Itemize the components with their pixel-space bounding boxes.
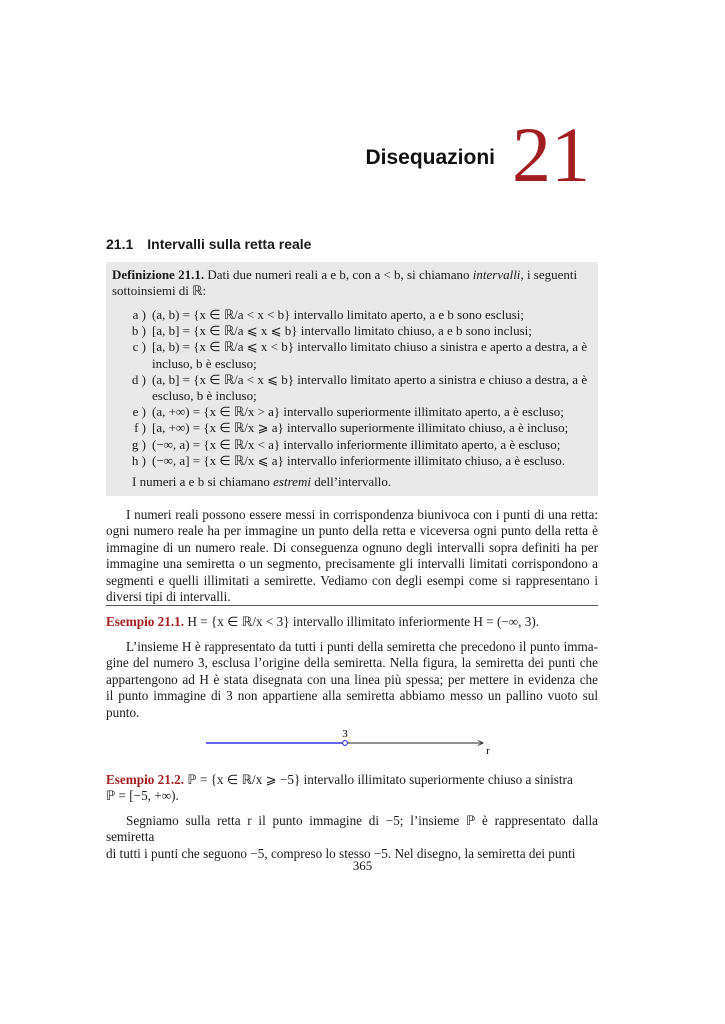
definition-item-label: b ): [131, 323, 146, 339]
chapter-number: 21: [512, 111, 590, 198]
section-title: Intervalli sulla retta reale: [147, 236, 312, 252]
text-line: punto.: [106, 704, 140, 720]
text-line: ogni numero reale ha per immagine un punto della retta e viceversa ogni punto della retta è: [106, 523, 598, 539]
page-number: 365: [352, 858, 373, 873]
line-label: r: [486, 745, 490, 757]
example-2-label: Esempio 21.2.: [106, 772, 185, 787]
definition-item-text: (−∞, a) = {x ∈ ℝ/x < a} intervallo inferiormente illimitato aperto, a è escluso;: [152, 436, 561, 452]
text-line: segmenti e quelli illimitati a semirette. Vediamo con degli esempi come si rappresentano i: [106, 572, 598, 588]
definition-item-label: a ): [132, 307, 146, 322]
example-divider: [106, 605, 598, 606]
section-number: 21.1: [106, 236, 134, 252]
section-heading: [106, 236, 311, 252]
definition-item-text: incluso, b è escluso;: [152, 355, 257, 371]
text-line: I numeri reali possono essere messi in corrispondenza biunivoca con i punti di una retta:: [126, 507, 598, 522]
definition-item-label: g ): [131, 436, 146, 452]
text-line: immagine una semiretta o un segmento, precisamente gli intervalli limitati corrispondono a: [106, 556, 598, 572]
example-2-text: ℙ = {x ∈ ℝ/x ⩾ −5} intervallo illimitato superiormente chiuso a sinistra: [184, 772, 573, 787]
definition-item-label: e ): [132, 404, 146, 420]
point-label: 3: [342, 728, 348, 740]
paragraph-intervals: [106, 507, 598, 605]
definition-item-text: [a, b] = {x ∈ ℝ/a ⩽ x ⩽ b} intervallo limitato chiuso, a e b sono inclusi;: [152, 323, 532, 339]
example-2-body: [106, 813, 598, 862]
text-line: diversi tipi di intervalli.: [106, 589, 231, 605]
definition-box: [106, 262, 598, 496]
closing-tail: dell’intervallo.: [310, 474, 392, 489]
definition-item-text: (−∞, a] = {x ∈ ℝ/x ⩽ a} intervallo inferiormente illimitato chiuso, a è escluso.: [152, 452, 565, 468]
example-1-text: H = {x ∈ ℝ/x < 3} intervallo illimitato inferiormente H = (−∞, 3).: [184, 614, 540, 629]
definition-item-text: (a, b] = {x ∈ ℝ/a < x ⩽ b} intervallo limitato aperto a sinistra e chiuso a destra, a è: [152, 371, 588, 387]
example-1-statement: [106, 614, 598, 630]
open-point-marker: [343, 741, 348, 746]
example-2-statement: [106, 772, 598, 805]
text-line: immagine di un numero reale. Di conseguenza ognuno degli intervalli sopra definiti ha per: [106, 539, 598, 555]
chapter-header: [0, 111, 725, 200]
definition-closing: [132, 474, 612, 490]
definition-intro-text: Dati due numeri reali a e b, con a < b, si chiamano: [207, 267, 473, 282]
definition-item-label: d ): [131, 371, 146, 387]
definition-item-text: [a, b) = {x ∈ ℝ/a ⩽ x < b} intervallo limitato chiuso a sinistra e aperto a destra, a è: [152, 339, 588, 355]
definition-intro-line2: sottoinsiemi di ℝ:: [112, 283, 207, 298]
definition-item-text: (a, b) = {x ∈ ℝ/a < x < b} intervallo limitato aperto, a e b sono esclusi;: [152, 307, 524, 322]
definition-intro: [112, 267, 592, 283]
number-line-figure: [200, 726, 500, 758]
closing-term: estremi: [273, 474, 311, 489]
definition-item-label: c ): [132, 339, 146, 355]
chapter-title: Disequazioni: [365, 146, 495, 169]
definition-item-text: (a, +∞) = {x ∈ ℝ/x > a} intervallo superiormente illimitato aperto, a è escluso;: [152, 404, 564, 420]
text-line: appartengono ad H è stata disegnata con una linea più spessa; per mettere in evidenza che: [106, 671, 598, 687]
definition-label: Definizione 21.1.: [112, 267, 205, 282]
definition-intro-tail: , i seguenti: [520, 267, 578, 282]
definition-term: intervalli: [472, 267, 521, 282]
example-1-body: [106, 639, 598, 721]
text-line: L’insieme H è rappresentato da tutti i punti della semiretta che precedono il punto imma-: [126, 639, 598, 654]
definition-item-label: h ): [131, 452, 146, 468]
example-2-text-line2: ℙ = [−5, +∞).: [106, 788, 179, 804]
text-line: il punto immagine di 3 non appartiene alla semiretta abbiamo messo un pallino vuoto sul: [106, 688, 598, 704]
definition-item-text: escluso, b è incluso;: [152, 387, 257, 403]
text-line: Segniamo sulla retta r il punto immagine di −5; l’insieme ℙ è rappresentato dalla semiretta: [106, 813, 598, 845]
example-1-label: Esempio 21.1.: [106, 614, 185, 629]
text-line: gine del numero 3, esclusa l’origine della semiretta. Nella figura, la semiretta dei punti che: [106, 655, 598, 671]
definition-item-label: f ): [134, 420, 146, 436]
closing-text: I numeri a e b si chiamano: [132, 474, 274, 489]
definition-item-text: [a, +∞) = {x ∈ ℝ/x ⩾ a} intervallo superiormente illimitato chiuso, a è incluso;: [152, 420, 569, 436]
text-line: di tutti i punti che seguono −5, compreso lo stesso −5. Nel disegno, la semiretta dei punti: [106, 845, 576, 861]
